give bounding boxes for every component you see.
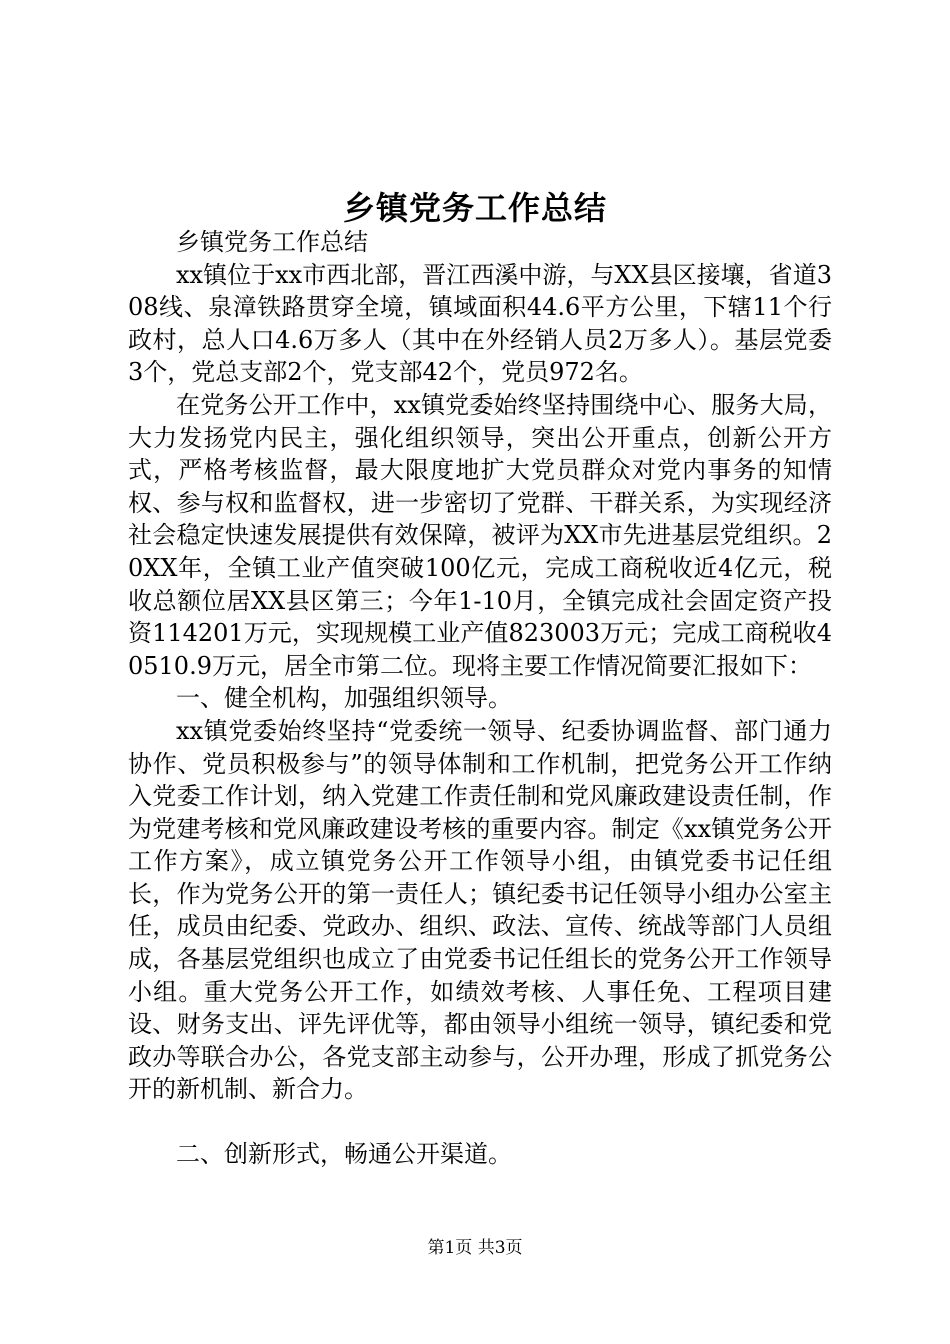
paragraph-overview: xx镇位于xx市西北部，晋江西溪中游，与XX县区接壤，省道308线、泉漳铁路贯穿全境，镇域面积44.6平方公里，下辖11个行政村，总人口4.6万多人（其中在外经销人员2万多人）。基层党委3个，党总支部2个，党支部42个，党员972名。 <box>128 260 832 387</box>
section-heading-2: 二、创新形式，畅通公开渠道。 <box>176 1140 512 1169</box>
paragraph-achievements: 在党务公开工作中，xx镇党委始终坚持围绕中心、服务大局，大力发扬党内民主，强化组织领导，突出公开重点，创新公开方式，严格考核监督，最大限度地扩大党员群众对党内事务的知情权、参与权和监督权，进一步密切了党群、干群关系，为实现经济社会稳定快速发展提供有效保障，被评为XX市先进基层党组织。20XX年，全镇工业产值突破100亿元，完成工商税收近4亿元，税收总额位居XX县区第三；今年1-10月，全镇完成社会固定资产投资114201万元，实现规模工业产值823003万元；完成工商税收40510.9万元，居全市第二位。现将主要工作情况简要汇报如下： <box>128 390 832 680</box>
paragraph-subtitle: 乡镇党务工作总结 <box>176 228 368 256</box>
document-body <box>128 226 832 1171</box>
page-number: 第1页 共3页 <box>427 1238 523 1258</box>
section-heading-1: 一、健全机构，加强组织领导。 <box>176 684 512 713</box>
paragraph-section-1: xx镇党委始终坚持“党委统一领导、纪委协调监督、部门通力协作、党员积极参与”的领导体制和工作机制，把党务公开工作纳入党委工作计划，纳入党建工作责任制和党风廉政建设责任制，作为党建考核和党风廉政建设考核的重要内容。制定《xx镇党务公开工作方案》，成立镇党务公开工作领导小组，由镇党委书记任组长，作为党务公开的第一责任人；镇纪委书记任领导小组办公室主任，成员由纪委、党政办、组织、政法、宣传、统战等部门人员组成，各基层党组织也成立了由党委书记任组长的党务公开工作领导小组。重大党务公开工作，如绩效考核、人事任免、工程项目建设、财务支出、评先评优等，都由领导小组统一领导，镇纪委和党政办等联合办公，各党支部主动参与，公开办理，形成了抓党务公开的新机制、新合力。 <box>128 716 832 1104</box>
document-title: 乡镇党务工作总结 <box>342 189 607 227</box>
